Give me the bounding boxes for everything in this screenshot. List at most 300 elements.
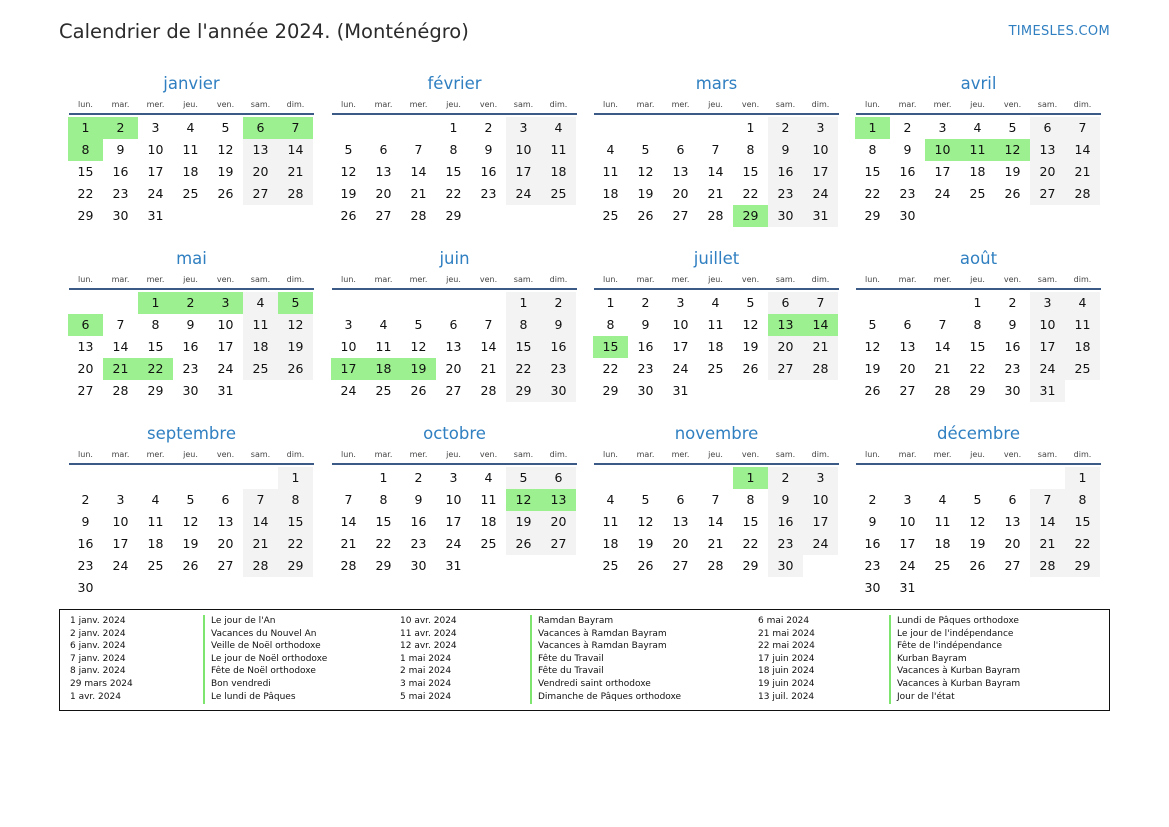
legend-date: 13 juil. 2024	[758, 691, 815, 702]
day-cell: 30	[410, 558, 427, 573]
day-cell: 13	[541, 489, 576, 511]
day-cell: 9	[903, 142, 912, 157]
day-cell: 14	[278, 139, 313, 161]
weekday-label: mar.	[636, 450, 655, 459]
day-cell: 14	[340, 514, 357, 529]
day-cell: 10	[340, 339, 357, 354]
week-row	[593, 314, 840, 336]
day-cell: 10	[1030, 314, 1065, 336]
day-cell: 10	[925, 139, 960, 161]
header-rule	[69, 113, 314, 115]
day-cell: 7	[1065, 117, 1100, 139]
day-cell: 7	[711, 142, 720, 157]
day-cell: 6	[68, 314, 103, 336]
week-row	[331, 117, 578, 139]
day-cell: 8	[746, 492, 755, 507]
legend-dates-column	[70, 615, 133, 703]
day-cell: 25	[147, 558, 164, 573]
empty-cell	[331, 117, 366, 139]
day-cell: 3	[803, 467, 838, 489]
day-cell: 10	[803, 139, 838, 161]
week-row	[593, 358, 840, 380]
day-cell: 9	[484, 142, 493, 157]
day-cell: 19	[637, 536, 654, 551]
day-cell: 2	[868, 492, 877, 507]
day-cell: 31	[217, 383, 234, 398]
weekday-label: lun.	[865, 450, 880, 459]
weekday-label: dim.	[811, 100, 830, 109]
week-row	[68, 555, 315, 577]
day-cell: 13	[1030, 139, 1065, 161]
empty-cell	[68, 292, 103, 314]
brand-link[interactable]: TIMESLES.COM	[1008, 24, 1110, 39]
weekday-label: dim.	[1073, 450, 1092, 459]
week-row	[855, 577, 1102, 599]
weekday-label: dim.	[549, 275, 568, 284]
empty-cell	[890, 292, 925, 314]
day-cell: 9	[186, 317, 195, 332]
day-cell: 6	[768, 292, 803, 314]
day-cell: 24	[803, 183, 838, 205]
weekday-label: lun.	[865, 275, 880, 284]
weekday-label: mer.	[933, 275, 952, 284]
weekday-label: jeu.	[446, 100, 461, 109]
weekday-label: mer.	[409, 450, 428, 459]
day-cell: 22	[1065, 533, 1100, 555]
day-cell: 19	[742, 339, 759, 354]
weekday-header	[855, 272, 1102, 287]
day-cell: 8	[278, 489, 313, 511]
day-cell: 17	[672, 339, 689, 354]
legend-holiday-name: Lundi de Pâques orthodoxe	[897, 616, 1019, 626]
day-cell: 25	[969, 186, 986, 201]
day-cell: 2	[768, 117, 803, 139]
weekday-header	[855, 447, 1102, 462]
week-row	[68, 117, 315, 139]
weekday-header	[68, 97, 315, 112]
week-row	[855, 183, 1102, 205]
legend-holiday-name: Kurban Bayram	[897, 653, 967, 664]
day-cell: 16	[410, 514, 427, 529]
day-cell: 26	[217, 186, 234, 201]
day-cell: 8	[746, 142, 755, 157]
day-cell: 14	[1065, 139, 1100, 161]
weekday-label: dim.	[1073, 100, 1092, 109]
weekday-label: jeu.	[183, 275, 198, 284]
day-cell: 22	[742, 536, 759, 551]
day-cell: 23	[768, 183, 803, 205]
day-cell: 18	[480, 514, 497, 529]
day-cell: 10	[147, 142, 164, 157]
day-cell: 14	[243, 511, 278, 533]
day-cell: 5	[414, 317, 423, 332]
weekday-label: dim.	[286, 100, 305, 109]
day-cell: 5	[746, 295, 755, 310]
day-cell: 30	[112, 208, 129, 223]
empty-cell	[138, 467, 173, 489]
empty-cell	[471, 555, 506, 577]
legend-holiday-name: Vacances à Kurban Bayram	[897, 678, 1021, 689]
week-row	[68, 511, 315, 533]
empty-cell	[855, 467, 890, 489]
day-cell: 5	[186, 492, 195, 507]
day-cell: 7	[803, 292, 838, 314]
day-cell: 22	[278, 533, 313, 555]
empty-cell	[1065, 380, 1100, 402]
day-cell: 21	[480, 361, 497, 376]
day-cell: 25	[707, 361, 724, 376]
week-row	[331, 292, 578, 314]
day-cell: 1	[449, 120, 458, 135]
empty-cell	[278, 577, 313, 599]
day-cell: 14	[803, 314, 838, 336]
day-cell: 24	[445, 536, 462, 551]
week-row	[331, 205, 578, 227]
month-block	[855, 423, 1102, 599]
day-cell: 15	[77, 164, 94, 179]
day-cell: 7	[116, 317, 125, 332]
empty-cell	[506, 555, 541, 577]
day-cell: 4	[606, 142, 615, 157]
day-cell: 26	[637, 208, 654, 223]
legend-holiday-name: Fête de l'indépendance	[897, 641, 1003, 652]
day-cell: 15	[147, 339, 164, 354]
day-cell: 4	[973, 120, 982, 135]
day-cell: 24	[147, 186, 164, 201]
day-cell: 30	[77, 580, 94, 595]
day-cell: 27	[445, 383, 462, 398]
day-cell: 7	[938, 317, 947, 332]
day-cell: 18	[243, 336, 278, 358]
day-cell: 4	[938, 492, 947, 507]
day-cell: 28	[1065, 183, 1100, 205]
weekday-label: mer.	[671, 275, 690, 284]
weekday-label: sam.	[1037, 100, 1058, 109]
day-cell: 4	[243, 292, 278, 314]
day-cell: 12	[410, 339, 427, 354]
week-row	[855, 380, 1102, 402]
weekday-label: jeu.	[446, 275, 461, 284]
day-cell: 21	[707, 186, 724, 201]
month-name: janvier	[163, 74, 220, 93]
day-cell: 27	[375, 208, 392, 223]
day-cell: 4	[379, 317, 388, 332]
day-cell: 3	[803, 117, 838, 139]
day-cell: 30	[768, 205, 803, 227]
day-cell: 3	[208, 292, 243, 314]
day-cell: 2	[1008, 295, 1017, 310]
weekday-label: mer.	[671, 100, 690, 109]
week-row	[593, 489, 840, 511]
day-cell: 13	[768, 314, 803, 336]
empty-cell	[541, 205, 576, 227]
day-cell: 6	[221, 492, 230, 507]
week-row	[331, 358, 578, 380]
day-cell: 20	[243, 161, 278, 183]
day-cell: 18	[147, 536, 164, 551]
week-row	[68, 183, 315, 205]
month-block	[68, 423, 315, 599]
day-cell: 18	[366, 358, 401, 380]
day-cell: 28	[707, 208, 724, 223]
legend-holiday-name: Vacances à Kurban Bayram	[897, 666, 1021, 677]
day-cell: 30	[899, 208, 916, 223]
day-cell: 19	[864, 361, 881, 376]
day-cell: 8	[1065, 489, 1100, 511]
day-cell: 23	[182, 361, 199, 376]
week-row	[331, 336, 578, 358]
day-cell: 17	[899, 536, 916, 551]
day-cell: 14	[1030, 511, 1065, 533]
weekday-label: sam.	[250, 275, 271, 284]
day-cell: 5	[1008, 120, 1017, 135]
day-cell: 7	[344, 492, 353, 507]
day-cell: 26	[506, 533, 541, 555]
day-cell: 11	[375, 339, 392, 354]
day-cell: 23	[864, 558, 881, 573]
day-cell: 16	[768, 511, 803, 533]
day-cell: 2	[103, 117, 138, 139]
day-cell: 27	[672, 558, 689, 573]
day-cell: 29	[506, 380, 541, 402]
month-name: octobre	[423, 424, 486, 443]
weekday-label: jeu.	[970, 275, 985, 284]
weekday-label: mar.	[374, 100, 393, 109]
legend-date: 29 mars 2024	[70, 678, 133, 689]
day-cell: 10	[803, 489, 838, 511]
week-row	[68, 336, 315, 358]
day-cell: 30	[182, 383, 199, 398]
weekday-label: jeu.	[446, 450, 461, 459]
day-cell: 31	[672, 383, 689, 398]
header-rule	[332, 463, 577, 465]
day-cell: 10	[899, 514, 916, 529]
empty-cell	[995, 577, 1030, 599]
day-cell: 3	[151, 120, 160, 135]
day-cell: 28	[243, 555, 278, 577]
header-rule	[332, 288, 577, 290]
header-rule	[594, 463, 839, 465]
week-row	[855, 467, 1102, 489]
empty-cell	[960, 467, 995, 489]
day-cell: 30	[541, 380, 576, 402]
day-cell: 4	[186, 120, 195, 135]
day-cell: 8	[606, 317, 615, 332]
weekday-label: mer.	[933, 450, 952, 459]
day-cell: 23	[410, 536, 427, 551]
weekday-label: mer.	[671, 450, 690, 459]
week-row	[331, 183, 578, 205]
day-cell: 7	[278, 117, 313, 139]
day-cell: 1	[733, 467, 768, 489]
day-cell: 18	[934, 536, 951, 551]
weekday-header	[68, 447, 315, 462]
empty-cell	[768, 380, 803, 402]
weekday-label: dim.	[286, 275, 305, 284]
day-cell: 27	[672, 208, 689, 223]
day-cell: 8	[151, 317, 160, 332]
day-cell: 5	[344, 142, 353, 157]
day-cell: 7	[1030, 489, 1065, 511]
weekday-label: mar.	[898, 275, 917, 284]
week-row	[68, 139, 315, 161]
day-cell: 22	[77, 186, 94, 201]
day-cell: 9	[768, 139, 803, 161]
day-cell: 17	[331, 358, 366, 380]
weekday-label: mar.	[636, 100, 655, 109]
day-cell: 29	[969, 383, 986, 398]
day-cell: 21	[103, 358, 138, 380]
day-cell: 9	[414, 492, 423, 507]
day-cell: 14	[707, 164, 724, 179]
day-cell: 25	[541, 183, 576, 205]
weekday-label: sam.	[513, 100, 534, 109]
month-block	[593, 248, 840, 402]
day-cell: 7	[414, 142, 423, 157]
week-row	[68, 292, 315, 314]
legend-divider	[203, 615, 205, 704]
day-cell: 2	[414, 470, 423, 485]
weekday-label: dim.	[286, 450, 305, 459]
day-cell: 23	[637, 361, 654, 376]
day-cell: 16	[541, 336, 576, 358]
day-cell: 11	[243, 314, 278, 336]
day-cell: 21	[278, 161, 313, 183]
day-cell: 2	[173, 292, 208, 314]
week-row	[331, 161, 578, 183]
day-cell: 24	[934, 186, 951, 201]
weekday-label: dim.	[811, 275, 830, 284]
weekday-header	[593, 447, 840, 462]
legend-date: 18 juin 2024	[758, 666, 815, 677]
legend-date: 5 mai 2024	[400, 691, 452, 702]
day-cell: 11	[602, 164, 619, 179]
empty-cell	[890, 467, 925, 489]
day-cell: 15	[1065, 511, 1100, 533]
weekday-label: ven.	[1003, 450, 1022, 459]
empty-cell	[593, 467, 628, 489]
day-cell: 21	[1030, 533, 1065, 555]
day-cell: 9	[81, 514, 90, 529]
day-cell: 23	[541, 358, 576, 380]
day-cell: 3	[506, 117, 541, 139]
header-rule	[69, 463, 314, 465]
day-cell: 28	[803, 358, 838, 380]
day-cell: 17	[803, 161, 838, 183]
empty-cell	[68, 467, 103, 489]
day-cell: 17	[506, 161, 541, 183]
day-cell: 22	[602, 361, 619, 376]
day-cell: 12	[637, 514, 654, 529]
day-cell: 14	[410, 164, 427, 179]
day-cell: 18	[602, 186, 619, 201]
day-cell: 4	[541, 117, 576, 139]
holiday-legend	[59, 609, 1110, 711]
day-cell: 18	[182, 164, 199, 179]
day-cell: 6	[541, 467, 576, 489]
day-cell: 19	[401, 358, 436, 380]
day-cell: 5	[221, 120, 230, 135]
weekday-label: ven.	[216, 275, 235, 284]
weekday-header	[331, 447, 578, 462]
week-row	[855, 358, 1102, 380]
day-cell: 17	[112, 536, 129, 551]
weekday-label: sam.	[1037, 275, 1058, 284]
legend-holiday-name: Le jour de l'An	[211, 616, 276, 626]
legend-holiday-name: Ramdan Bayram	[538, 616, 614, 626]
weekday-label: mer.	[933, 100, 952, 109]
day-cell: 29	[278, 555, 313, 577]
day-cell: 4	[151, 492, 160, 507]
day-cell: 25	[480, 536, 497, 551]
day-cell: 5	[973, 492, 982, 507]
day-cell: 22	[445, 186, 462, 201]
day-cell: 24	[112, 558, 129, 573]
day-cell: 6	[1030, 117, 1065, 139]
day-cell: 17	[934, 164, 951, 179]
day-cell: 16	[768, 161, 803, 183]
day-cell: 24	[506, 183, 541, 205]
empty-cell	[173, 205, 208, 227]
legend-date: 1 mai 2024	[400, 653, 452, 664]
month-name: février	[427, 74, 482, 93]
legend-dates-column	[400, 615, 457, 703]
empty-cell	[103, 577, 138, 599]
empty-cell	[103, 467, 138, 489]
empty-cell	[803, 555, 838, 577]
month-block	[593, 73, 840, 227]
week-row	[68, 577, 315, 599]
legend-holiday-name: Fête du Travail	[538, 653, 604, 664]
legend-holiday-name: Vacances du Nouvel An	[211, 628, 317, 639]
day-cell: 24	[803, 533, 838, 555]
weekday-label: ven.	[479, 100, 498, 109]
day-cell: 12	[742, 317, 759, 332]
day-cell: 16	[112, 164, 129, 179]
day-cell: 19	[278, 336, 313, 358]
weekday-label: sam.	[250, 450, 271, 459]
week-row	[855, 139, 1102, 161]
day-cell: 25	[243, 358, 278, 380]
day-cell: 27	[541, 533, 576, 555]
day-cell: 22	[138, 358, 173, 380]
empty-cell	[1030, 205, 1065, 227]
week-row	[68, 161, 315, 183]
day-cell: 5	[641, 142, 650, 157]
weekday-label: mer.	[409, 100, 428, 109]
empty-cell	[278, 380, 313, 402]
empty-cell	[960, 577, 995, 599]
month-block	[855, 73, 1102, 227]
day-cell: 27	[899, 383, 916, 398]
day-cell: 24	[672, 361, 689, 376]
empty-cell	[401, 292, 436, 314]
day-cell: 19	[637, 186, 654, 201]
empty-cell	[803, 380, 838, 402]
day-cell: 15	[864, 164, 881, 179]
month-name: novembre	[674, 424, 759, 443]
weekday-label: ven.	[1003, 275, 1022, 284]
legend-holiday-name: Veille de Noël orthodoxe	[211, 641, 321, 652]
day-cell: 3	[676, 295, 685, 310]
day-cell: 5	[641, 492, 650, 507]
weekday-label: jeu.	[183, 450, 198, 459]
day-cell: 13	[217, 514, 234, 529]
week-row	[593, 555, 840, 577]
day-cell: 6	[903, 317, 912, 332]
day-cell: 1	[506, 292, 541, 314]
day-cell: 20	[77, 361, 94, 376]
